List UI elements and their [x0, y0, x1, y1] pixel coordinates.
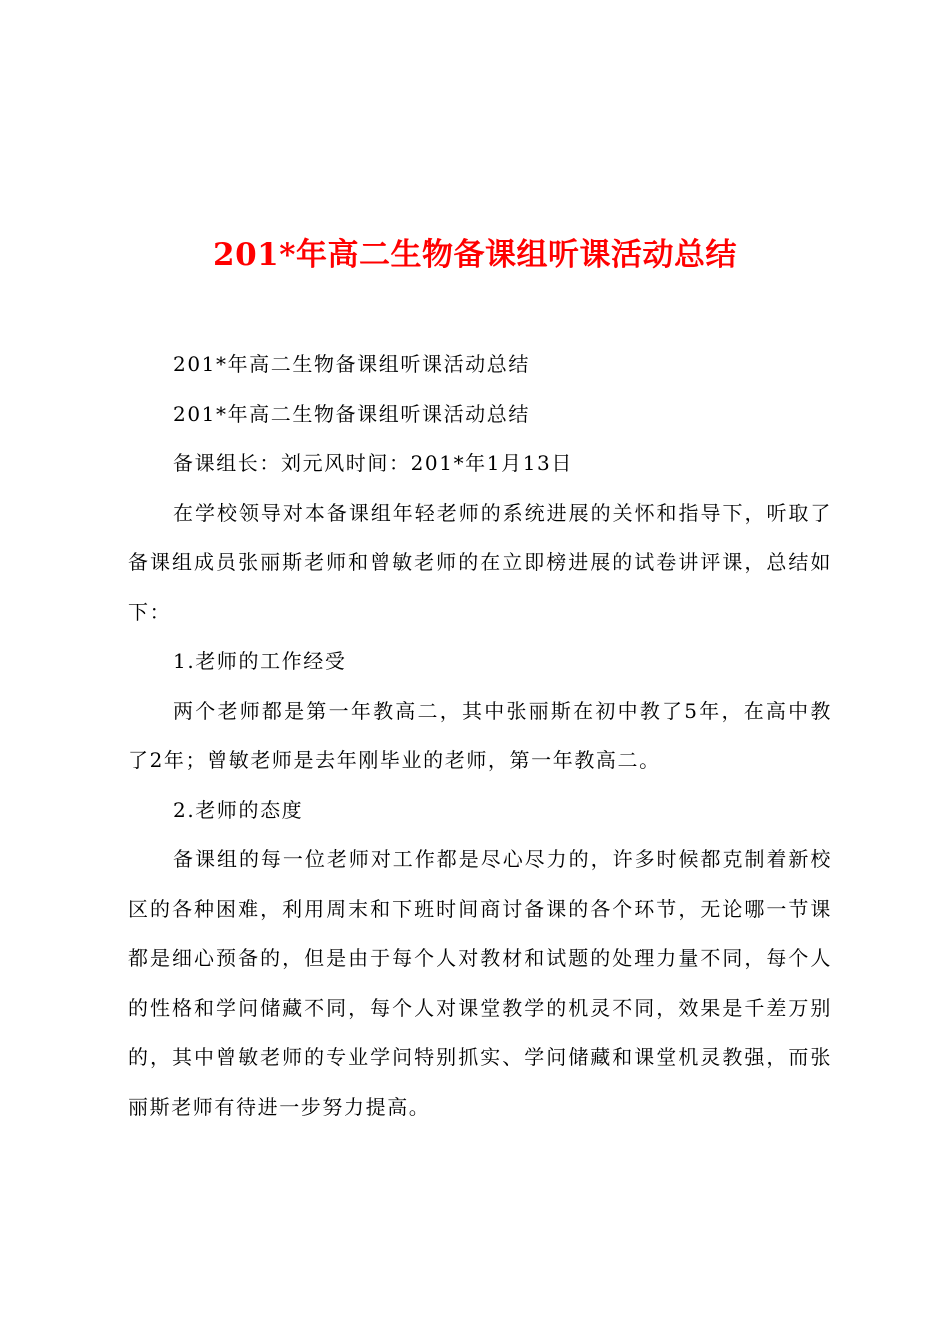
paragraph-intro: 在学校领导对本备课组年轻老师的系统进展的关怀和指导下，听取了备课组成员张丽斯老师和曾敏老师的在立即榜进展的试卷讲评课，总结如下： [128, 500, 832, 624]
paragraph-experience: 两个老师都是第一年教高二，其中张丽斯在初中教了5年，在高中教了2年；曾敏老师是去年刚毕业的老师，第一年教高二。 [128, 698, 832, 772]
paragraph-author-date: 备课组长：刘元风时间：201*年1月13日 [173, 451, 573, 475]
section-heading-experience: 1.老师的工作经受 [173, 649, 347, 673]
document-title: 201*年高二生物备课组听课活动总结 [213, 236, 737, 273]
paragraph-attitude: 备课组的每一位老师对工作都是尽心尽力的，许多时候都克制着新校区的各种困难，利用周末和下班时间商讨备课的各个环节，无论哪一节课都是细心预备的，但是由于每个人对教材和试题的处理力量不同，每个人的性格和学问储藏不同，每个人对课堂教学的机灵不同，效果是千差万别的，其中曾敏老师的专业学问特别抓实、学问储藏和课堂机灵教强，而张丽斯老师有待进一步努力提高。 [128, 847, 832, 1119]
section-heading-attitude: 2.老师的态度 [173, 797, 304, 822]
paragraph-heading-repeat-2: 201*年高二生物备课组听课活动总结 [173, 401, 530, 426]
paragraph-heading-repeat-1: 201*年高二生物备课组听课活动总结 [173, 352, 530, 376]
document-body [128, 340, 832, 1132]
